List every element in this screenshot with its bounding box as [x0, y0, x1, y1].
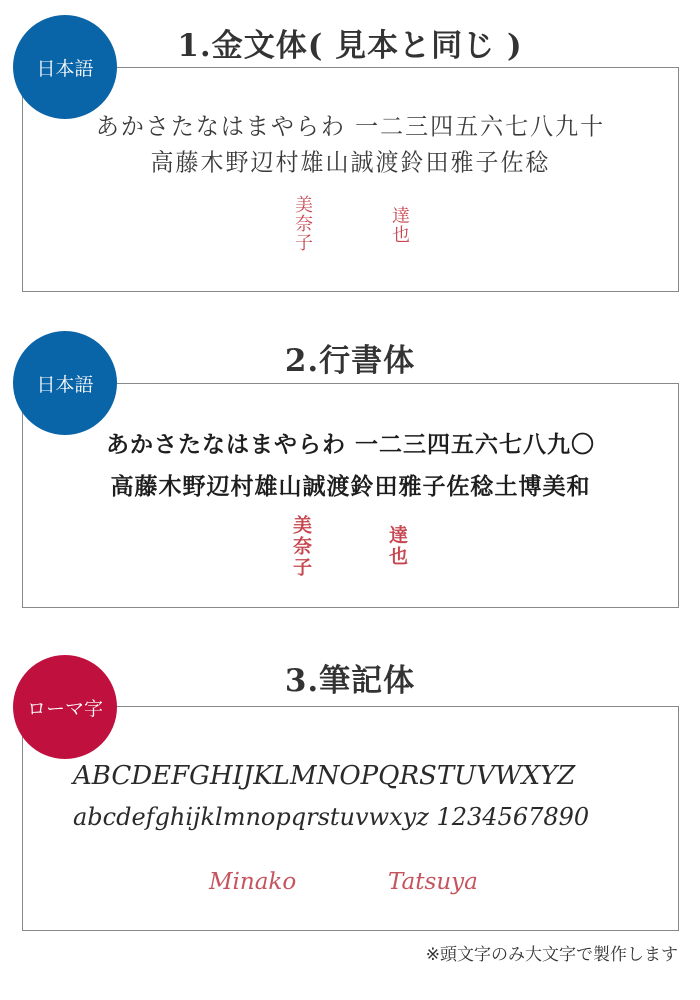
sample-box [22, 67, 679, 292]
sample-box [22, 706, 679, 931]
section-title: 3.筆記体 [284, 663, 416, 699]
language-badge: ローマ字 [13, 655, 117, 759]
sample-name-minako: 美奈子 [290, 515, 312, 578]
footnote: ※頭文字のみ大文字で製作します [425, 945, 678, 965]
sample-line-kanji: 高藤木野辺村雄山誠渡鈴田雅子佐稔土博美和 [110, 473, 591, 500]
sample-name-minako: 美奈子 [292, 195, 313, 252]
sample-line-lowercase-digits: abcdefghijklmnopqrstuvwxyz 1234567890 [73, 803, 590, 831]
sample-name-tatsuya: Tatsuya [388, 869, 478, 895]
sample-name-minako: Minako [209, 869, 297, 895]
section-title: 2.行書体 [284, 343, 416, 379]
sample-box [22, 383, 679, 608]
section-title: 1.金文体( 見本と同じ ) [177, 28, 523, 64]
language-badge: 日本語 [13, 15, 117, 119]
language-badge: 日本語 [13, 331, 117, 435]
sample-name-tatsuya: 達也 [389, 206, 410, 244]
sample-line-uppercase: ABCDEFGHIJKLMNOPQRSTUVWXYZ [73, 761, 576, 791]
sample-line-kanji: 高藤木野辺村雄山誠渡鈴田雅子佐稔 [150, 149, 551, 177]
sample-line-kana-numerals: あかさたなはまやらわ 一二三四五六七八九十 [95, 113, 606, 141]
sample-line-kana-numerals: あかさたなはまやらわ 一二三四五六七八九〇 [105, 431, 595, 458]
sample-name-tatsuya: 達也 [386, 525, 408, 567]
